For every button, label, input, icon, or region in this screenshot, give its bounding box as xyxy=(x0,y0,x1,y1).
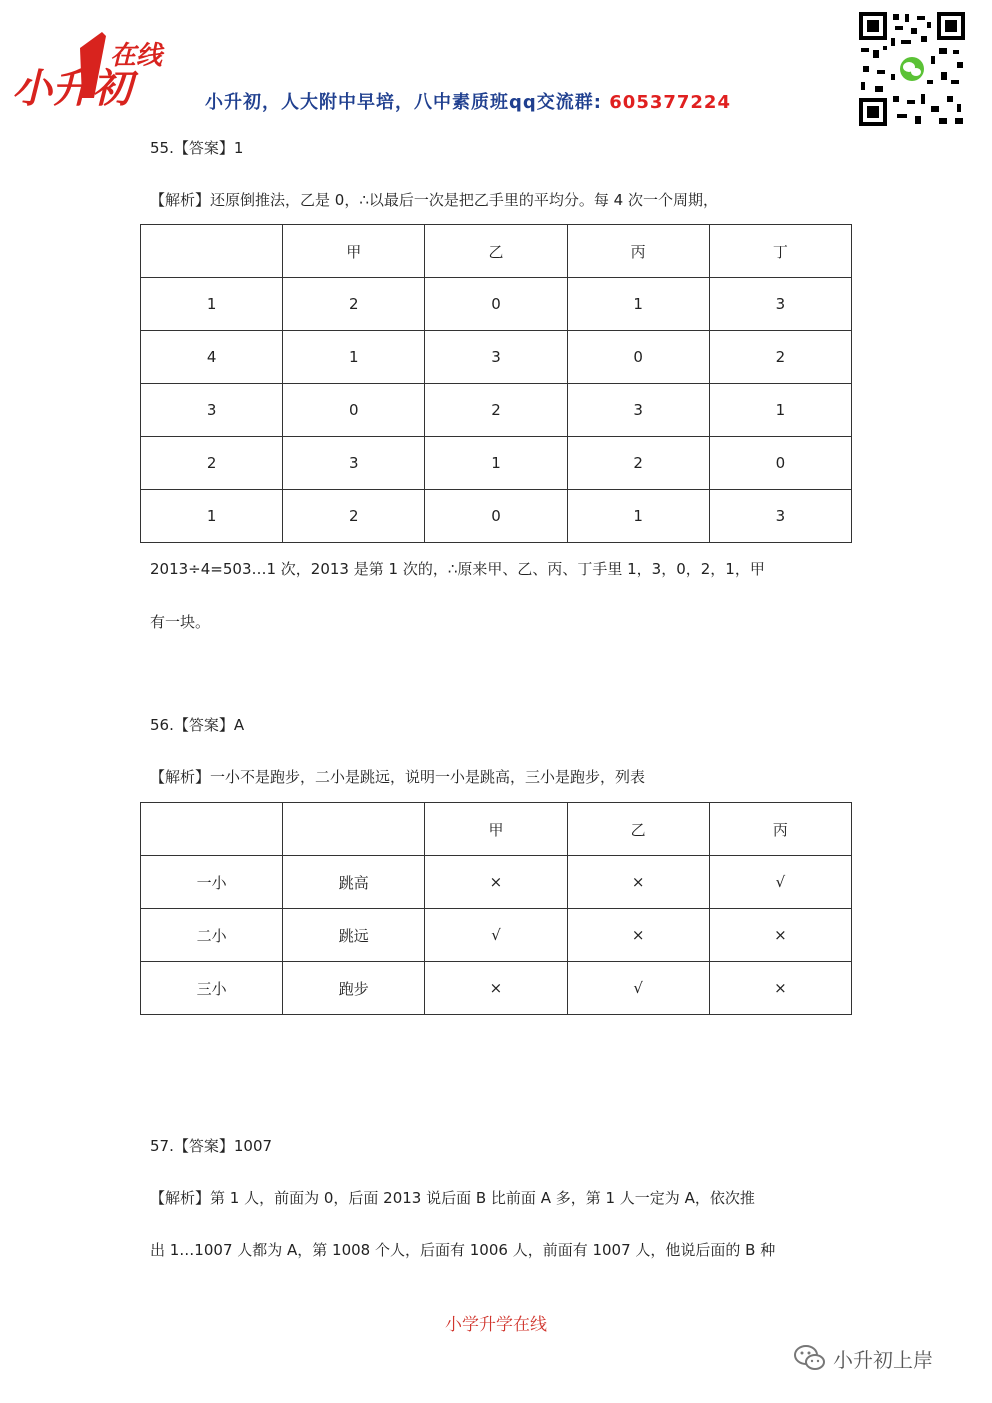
table-cell: 乙 xyxy=(425,225,567,278)
qr-code-icon xyxy=(857,10,967,128)
table-row xyxy=(141,490,852,543)
table-cell: 丙 xyxy=(709,803,851,856)
table-cell: × xyxy=(709,909,851,962)
table-cell: 丁 xyxy=(709,225,851,278)
table-cell: 4 xyxy=(141,331,283,384)
table-cell xyxy=(141,803,283,856)
table-cell: 1 xyxy=(567,490,709,543)
q55-answer: 55.【答案】1 xyxy=(150,139,244,157)
table-row xyxy=(141,384,852,437)
table-cell: 二小 xyxy=(141,909,283,962)
q55-analysis: 【解析】还原倒推法，乙是 0，∴以最后一次是把乙手里的平均分。每 4 次一个周期， xyxy=(150,191,718,209)
table-row xyxy=(141,909,852,962)
table-cell: × xyxy=(709,962,851,1015)
header-colon: : xyxy=(593,92,602,113)
table-cell: 2 xyxy=(283,490,425,543)
table-cell: 乙 xyxy=(567,803,709,856)
logo-text-small: 在线 xyxy=(110,41,163,71)
brand-logo xyxy=(10,28,180,113)
table-cell: 1 xyxy=(141,490,283,543)
logo-text-main: 小升初 xyxy=(12,66,132,112)
table-cell: √ xyxy=(709,856,851,909)
header-title: 小升初，人大附中早培，八中素质班qq交流群 xyxy=(205,92,594,113)
table-row xyxy=(141,856,852,909)
table-cell: 三小 xyxy=(141,962,283,1015)
table-cell xyxy=(141,225,283,278)
footer-site-name: 小学升学在线 xyxy=(445,1315,547,1335)
q57-answer: 57.【答案】1007 xyxy=(150,1137,273,1155)
table-cell: 2 xyxy=(283,278,425,331)
header-banner xyxy=(205,88,731,114)
table-cell: 1 xyxy=(283,331,425,384)
table-cell: 2 xyxy=(709,331,851,384)
table-cell: 3 xyxy=(709,490,851,543)
table-row xyxy=(141,437,852,490)
wechat-account-name: 小升初上岸 xyxy=(833,1347,933,1372)
table-cell: 1 xyxy=(567,278,709,331)
table-cell: 3 xyxy=(141,384,283,437)
q56-analysis: 【解析】一小不是跑步，二小是跳远，说明一小是跳高，三小是跑步，列表 xyxy=(150,768,646,786)
table-cell: 跳高 xyxy=(283,856,425,909)
table-cell: 0 xyxy=(425,490,567,543)
table-cell: 2 xyxy=(425,384,567,437)
q55-conclusion-line2: 有一块。 xyxy=(150,613,211,631)
table-cell: 0 xyxy=(425,278,567,331)
wechat-icon xyxy=(793,1343,827,1373)
table-cell: 甲 xyxy=(425,803,567,856)
table-cell: 甲 xyxy=(283,225,425,278)
table-header-row xyxy=(141,225,852,278)
table-cell: 跳远 xyxy=(283,909,425,962)
table-cell: 0 xyxy=(283,384,425,437)
table-cell: 丙 xyxy=(567,225,709,278)
table-cell: 一小 xyxy=(141,856,283,909)
q55-table xyxy=(140,224,852,543)
table-cell: 1 xyxy=(709,384,851,437)
q57-analysis-line2: 出 1…1007 人都为 A，第 1008 个人，后面有 1006 人，前面有 1007 人，他说后面的 B 种 xyxy=(150,1241,776,1259)
table-cell: × xyxy=(425,856,567,909)
table-cell: 3 xyxy=(709,278,851,331)
table-cell: × xyxy=(567,856,709,909)
q56-answer: 56.【答案】A xyxy=(150,716,245,734)
table-cell: 0 xyxy=(709,437,851,490)
q56-table xyxy=(140,802,852,1015)
table-cell: √ xyxy=(425,909,567,962)
table-cell xyxy=(283,803,425,856)
q55-conclusion-line1: 2013÷4=503…1 次，2013 是第 1 次的，∴原来甲、乙、丙、丁手里 1，3，0，2，1，甲 xyxy=(150,560,765,578)
table-cell: × xyxy=(567,909,709,962)
table-cell: 3 xyxy=(283,437,425,490)
table-header-row xyxy=(141,803,852,856)
table-cell: 0 xyxy=(567,331,709,384)
table-cell: 1 xyxy=(141,278,283,331)
table-cell: 跑步 xyxy=(283,962,425,1015)
qq-group-number: 605377224 xyxy=(609,92,731,113)
table-cell: × xyxy=(425,962,567,1015)
table-cell: 2 xyxy=(567,437,709,490)
wechat-watermark xyxy=(793,1343,933,1373)
table-row xyxy=(141,331,852,384)
logo-graphic xyxy=(10,28,180,113)
table-row xyxy=(141,278,852,331)
q57-analysis-line1: 【解析】第 1 人，前面为 0，后面 2013 说后面 B 比前面 A 多，第 1 人一定为 A，依次推 xyxy=(150,1189,755,1207)
table-cell: 1 xyxy=(425,437,567,490)
table-cell: √ xyxy=(567,962,709,1015)
table-cell: 2 xyxy=(141,437,283,490)
table-cell: 3 xyxy=(425,331,567,384)
table-row xyxy=(141,962,852,1015)
table-cell: 3 xyxy=(567,384,709,437)
